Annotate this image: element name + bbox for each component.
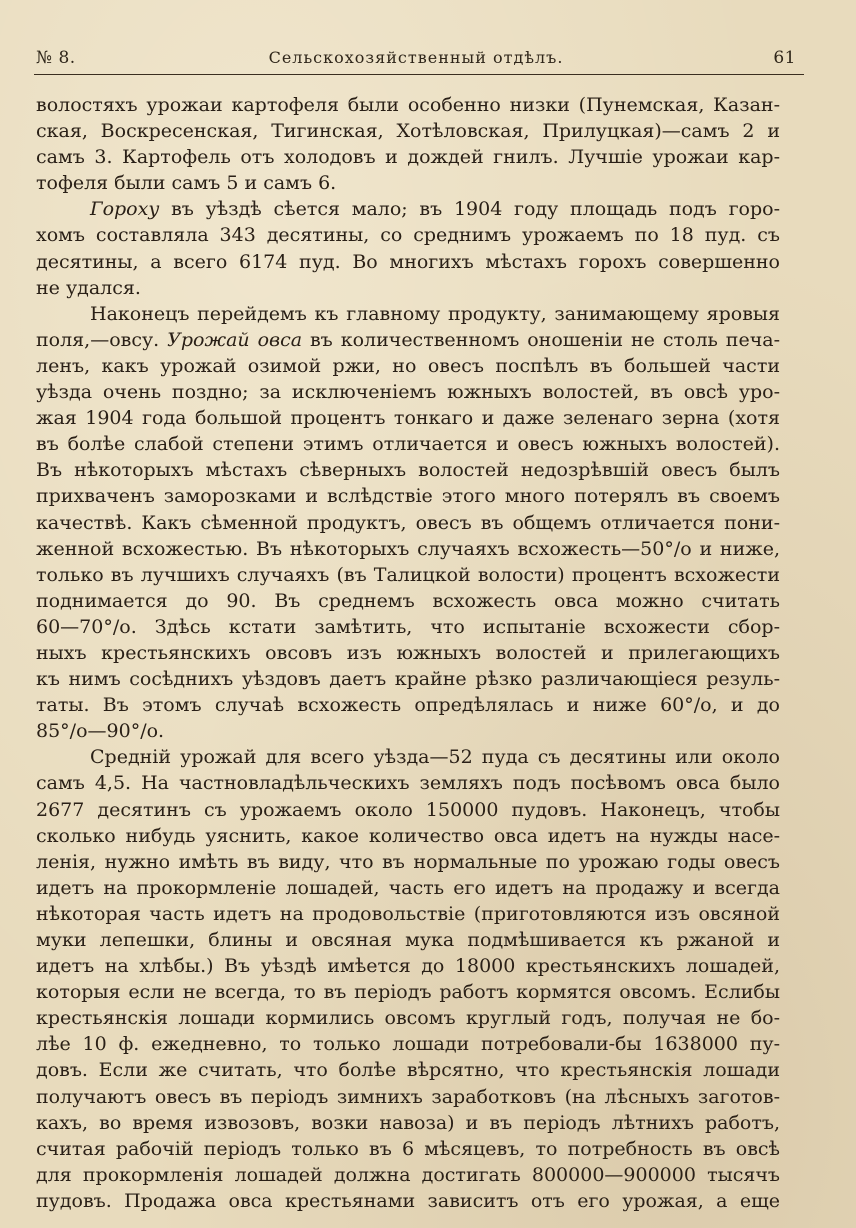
- text-segment: женной всхожестью. Въ нѣкоторыхъ случаяхъ всхожесть—50°/о и ниже,: [36, 537, 780, 560]
- text-segment: поднимается до 90. Въ среднемъ всхожесть овса можно считать: [36, 589, 780, 612]
- text-line: [36, 562, 780, 588]
- text-segment: къ нимъ сосѣднихъ уѣздовъ даетъ крайне рѣзко различающіеся резуль-: [36, 668, 780, 691]
- text-line: [36, 222, 780, 248]
- text-segment: Въ нѣкоторыхъ мѣстахъ сѣверныхъ волостей недозрѣвшій овесъ былъ: [36, 459, 780, 482]
- text-segment: самъ 4,5. На частновладѣльческихъ земляхъ подъ посѣвомъ овса было: [36, 772, 780, 795]
- text-segment: кахъ, во время извозовъ, возки навоза) и въ періодъ лѣтнихъ работъ,: [36, 1111, 780, 1134]
- text-segment: 2677 десятинъ съ урожаемъ около 150000 пудовъ. Наконецъ, чтобы: [36, 798, 780, 821]
- text-segment: въ болѣе слабой степени этимъ отличается и овесъ южныхъ волостей).: [36, 433, 780, 456]
- text-line: [36, 588, 780, 614]
- text-line: [36, 483, 780, 509]
- text-line: [36, 1110, 780, 1136]
- text-segment: только въ лучшихъ случаяхъ (въ Талицкой волости) процентъ всхожести: [36, 563, 780, 586]
- text-segment: для прокормленія лошадей должна достигать 800000—900000 тысячъ: [36, 1163, 780, 1186]
- text-line: [36, 536, 780, 562]
- text-line: [36, 1084, 780, 1110]
- text-line: [36, 510, 780, 536]
- text-line: [36, 614, 780, 640]
- text-line: [36, 457, 780, 483]
- text-segment: ленія, нужно имѣть въ виду, что въ нормальные по урожаю годы овесъ: [36, 850, 780, 873]
- text-line: [36, 797, 780, 823]
- text-segment: идетъ на хлѣбы.) Въ уѣздѣ имѣется до 18000 крестьянскихъ лошадей,: [36, 955, 780, 978]
- text-segment: самъ 3. Картофель отъ холодовъ и дождей гнилъ. Лучшіе урожаи кар-: [36, 146, 780, 169]
- running-header: [36, 44, 796, 74]
- text-segment: тофеля были самъ 5 и самъ 6.: [36, 172, 337, 195]
- text-line: [36, 718, 780, 744]
- text-segment: Средній урожай для всего уѣзда—52 пуда съ десятины или около: [90, 746, 780, 769]
- text-segment: Наконецъ перейдемъ къ главному продукту, занимающему яровыя: [90, 302, 780, 325]
- text-line: [36, 379, 780, 405]
- text-segment: ская, Воскресенская, Тигинская, Хотѣловская, Прилуцкая)—самъ 2 и: [36, 120, 780, 143]
- text-line: [36, 170, 780, 196]
- text-line: [36, 640, 780, 666]
- text-line: [36, 118, 780, 144]
- text-line: [36, 353, 780, 379]
- text-line: [36, 327, 780, 353]
- text-segment: ленъ, какъ урожай озимой ржи, но овесъ поспѣлъ въ большей части: [36, 354, 780, 377]
- text-line: [36, 1005, 780, 1031]
- text-segment: хомъ составляла 343 десятины, со среднимъ урожаемъ по 18 пуд. съ: [36, 224, 780, 247]
- text-line: [36, 144, 780, 170]
- text-segment: волостяхъ урожаи картофеля были особенно низки (Пунемская, Казан-: [36, 94, 780, 116]
- text-segment: считая рабочій періодъ только въ 6 мѣсяцевъ, то потребность въ овсѣ: [36, 1137, 780, 1160]
- text-segment: крестьянскія лошади кормились овсомъ круглый годъ, получая не бо-: [36, 1007, 780, 1030]
- text-segment: идетъ на прокормленіе лошадей, часть его идетъ на продажу и всегда: [36, 876, 780, 899]
- text-line: [36, 849, 780, 875]
- text-segment: прихваченъ заморозками и вслѣдствіе этого много потерялъ въ своемъ: [36, 485, 780, 508]
- text-segment: сколько нибудь уяснить, какое количество овса идетъ на нужды насе-: [36, 824, 780, 847]
- text-line: [36, 770, 780, 796]
- text-line: [36, 275, 780, 301]
- text-segment: пудовъ. Продажа овса крестьянами зависитъ отъ его урожая, а еще: [36, 1189, 780, 1212]
- text-segment: довъ. Если же считать, что болѣе вѣрсятно, что крестьянскія лошади: [36, 1059, 780, 1082]
- text-line: [36, 92, 780, 118]
- text-segment: уѣзда очень поздно; за исключеніемъ южныхъ волостей, въ овсѣ уро-: [36, 381, 780, 404]
- issue-number: № 8.: [36, 48, 76, 68]
- body-text: [36, 92, 780, 1214]
- text-segment: въ уѣздѣ сѣется мало; въ 1904 году площадь подъ горо-: [159, 198, 780, 221]
- text-segment: получаютъ овесъ въ періодъ зимнихъ заработковъ (на лѣсныхъ заготов-: [36, 1085, 780, 1108]
- text-segment: поля,—овсу.: [36, 328, 168, 351]
- text-line: [36, 1136, 780, 1162]
- text-line: [36, 1188, 780, 1214]
- text-segment: не удался.: [36, 276, 141, 299]
- text-line: [36, 196, 780, 222]
- text-line: [36, 744, 780, 770]
- text-line: [36, 1031, 780, 1057]
- text-line: [36, 927, 780, 953]
- text-line: [36, 901, 780, 927]
- text-segment: десятины, а всего 6174 пуд. Во многихъ мѣстахъ горохъ совершенно: [36, 250, 780, 273]
- text-line: [36, 431, 780, 457]
- text-segment: муки лепешки, блины и овсяная мука подмѣшивается къ ржаной и: [36, 929, 780, 951]
- text-line: [36, 1057, 780, 1083]
- text-line: [36, 405, 780, 431]
- text-line: [36, 666, 780, 692]
- text-segment: лѣе 10 ф. ежедневно, то только лошади потребовали-бы 1638000 пу-: [36, 1033, 780, 1056]
- text-segment: качествѣ. Какъ сѣменной продуктъ, овесъ въ общемъ отличается пони-: [36, 511, 780, 534]
- header-rule: [34, 74, 804, 75]
- text-line: [36, 1162, 780, 1188]
- text-line: [36, 692, 780, 718]
- text-segment: 85°/о—90°/о.: [36, 720, 165, 743]
- text-segment: ныхъ крестьянскихъ овсовъ изъ южныхъ волостей и прилегающихъ: [36, 641, 780, 664]
- italic-term: Урожай овса: [167, 328, 303, 351]
- text-segment: нѣкоторая часть идетъ на продовольствіе (приготовляются изъ овсяной: [36, 902, 780, 925]
- text-segment: жая 1904 года большой процентъ тонкаго и даже зеленаго зерна (хотя: [36, 407, 780, 430]
- text-line: [36, 249, 780, 275]
- text-line: [36, 301, 780, 327]
- italic-term: Гороху: [90, 198, 160, 221]
- text-line: [36, 953, 780, 979]
- text-line: [36, 979, 780, 1005]
- text-segment: таты. Въ этомъ случаѣ всхожесть опредѣлялась и ниже 60°/о, и до: [36, 694, 780, 717]
- text-segment: которыя если не всегда, то въ періодъ работъ кормятся овсомъ. Еслибы: [36, 981, 780, 1004]
- page-number: 61: [773, 48, 796, 68]
- text-segment: 60—70°/о. Здѣсь кстати замѣтить, что испытаніе всхожести сбор-: [36, 615, 780, 638]
- text-line: [36, 823, 780, 849]
- text-line: [36, 875, 780, 901]
- section-title: Сельскохозяйственный отдѣлъ.: [268, 48, 564, 67]
- text-segment: въ количественномъ оношеніи не столь печа-: [302, 328, 780, 351]
